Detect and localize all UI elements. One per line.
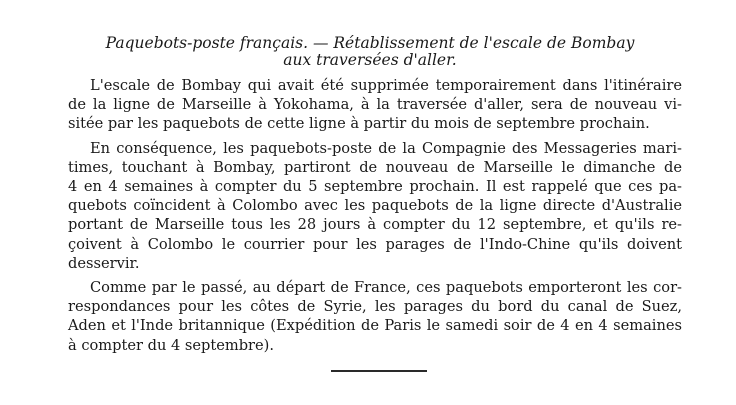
paragraph-3-line-3: Aden et l'Inde britannique (Expédition de Paris le samedi soir de 4 en 4 semaines: [68, 317, 682, 335]
paragraph-3-line-2: respondances pour les côtes de Syrie, les parages du bord du canal de Suez,: [68, 298, 682, 316]
paragraph-2: [68, 139, 682, 273]
paragraph-3: [68, 278, 682, 355]
paragraph-1-line-1: L'escale de Bombay qui avait été supprimée temporairement dans l'itinéraire: [90, 77, 682, 94]
notice-title-line-2: aux traversées d'aller.: [283, 51, 457, 69]
paragraph-3-line-4: à compter du 4 septembre).: [68, 336, 274, 354]
paragraph-3-line-1: Comme par le passé, au départ de France, ces paquebots emporteront les cor-: [90, 279, 682, 297]
paragraph-2-line-1: En conséquence, les paquebots-poste de la Compagnie des Messageries mari-: [90, 139, 682, 157]
paragraph-1: [68, 76, 682, 134]
section-divider-rule: [331, 370, 427, 372]
notice-title-line-1: Paquebots-poste français. — Rétablissement de l'escale de Bombay: [105, 34, 635, 52]
paragraph-1-line-3: sitée par les paquebots de cette ligne à partir du mois de septembre prochain.: [68, 115, 650, 133]
paragraph-2-line-4: quebots coïncident à Colombo avec les paquebots de la ligne directe d'Australie: [68, 197, 682, 215]
paragraph-2-line-5: portant de Marseille tous les 28 jours à compter du 12 septembre, et qu'ils re-: [68, 216, 682, 234]
paragraph-2-line-6: çoivent à Colombo le courrier pour les parages de l'Indo-Chine qu'ils doivent: [68, 235, 682, 253]
paragraph-1-line-2: de la ligne de Marseille à Yokohama, à la traversée d'aller, sera de nouveau vi-: [68, 96, 682, 114]
paragraph-2-line-3: 4 en 4 semaines à compter du 5 septembre prochain. Il est rappelé que ces pa-: [68, 178, 682, 196]
paragraph-2-line-2: times, touchant à Bombay, partiront de nouveau de Marseille le dimanche de: [68, 158, 682, 176]
paragraph-2-line-7: desservir.: [68, 254, 140, 272]
notice-body: [68, 76, 682, 360]
